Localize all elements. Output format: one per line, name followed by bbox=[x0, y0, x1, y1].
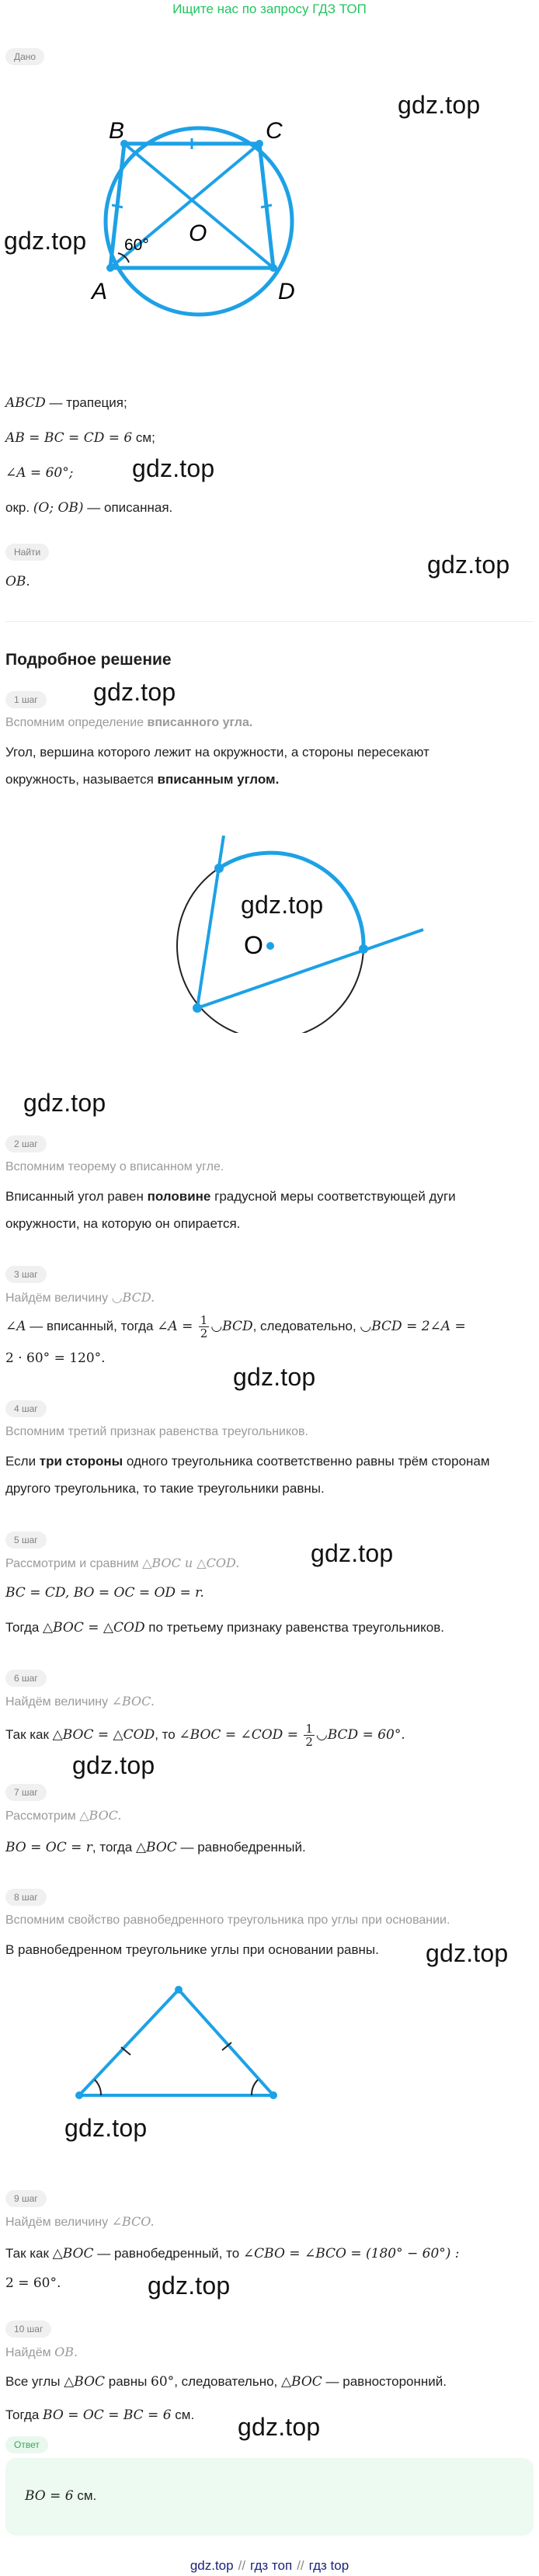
watermark: gdz.top bbox=[148, 2272, 231, 2300]
find-chip: Найти bbox=[5, 544, 49, 561]
step-2-chip: 2 шаг bbox=[5, 1135, 47, 1152]
step-8-caption: Вспомним свойство равнобедренного треугольника про углы при основании. bbox=[5, 1914, 450, 1927]
step-10-line-1: Все углы △BOC равны 60°, следовательно, △BOC — равносторонний. bbox=[5, 2374, 447, 2390]
step-4-chip: 4 шаг bbox=[5, 1400, 47, 1417]
step-9-line-2: 2 = 60°. bbox=[5, 2275, 61, 2291]
step-4-caption: Вспомним третий признак равенства треугольников. bbox=[5, 1425, 308, 1438]
step-1-line-2: окружность, называется вписанным углом. bbox=[5, 772, 280, 787]
answer-chip: Ответ bbox=[5, 2436, 48, 2453]
step-10-caption: Найдём OB. bbox=[5, 2345, 78, 2359]
watermark: gdz.top bbox=[132, 454, 215, 482]
inscribed-angle-figure bbox=[163, 823, 435, 1033]
trapezoid-figure bbox=[70, 109, 326, 349]
center-o-label: O bbox=[189, 221, 207, 246]
answer-expr: BO = 6 см. bbox=[25, 2488, 97, 2504]
angle-side-1 bbox=[197, 836, 224, 1008]
step-3-line-2: 2 · 60° = 120°. bbox=[5, 1351, 106, 1366]
step-8-chip: 8 шаг bbox=[5, 1889, 47, 1906]
step-7-caption: Рассмотрим △BOC. bbox=[5, 1808, 122, 1823]
given-line-4: окр. (O; OB) — описанная. bbox=[5, 500, 173, 516]
watermark: gdz.top bbox=[233, 1363, 316, 1391]
step-1-caption: Вспомним определение вписанного угла. bbox=[5, 716, 253, 729]
vertex-d-label: D bbox=[278, 279, 295, 304]
step-8-line-1: В равнобедренном треугольнике углы при основании равны. bbox=[5, 1942, 379, 1957]
watermark: gdz.top bbox=[4, 227, 87, 255]
given-line-2: AB = BC = CD = 6 см; bbox=[5, 430, 155, 446]
watermark: gdz.top bbox=[23, 1089, 106, 1117]
step-5-caption: Рассмотрим и сравним △BOC и △COD. bbox=[5, 1556, 240, 1570]
step-6-line-1: Так как △BOC = △COD, то ∠BOC = ∠COD = $\frac{1}{2}$ ◡BCD = 60°. bbox=[5, 1722, 405, 1749]
vertex-a-label: A bbox=[92, 279, 108, 304]
divider bbox=[5, 621, 534, 622]
step-3-line-1: ∠A — вписанный, тогда ∠A = $\frac{1}{2}$ ◡BCD, следовательно, ◡BCD = 2∠A = bbox=[5, 1313, 466, 1340]
footer-link-3[interactable]: гдз top bbox=[308, 2558, 349, 2573]
watermark: gdz.top bbox=[93, 678, 176, 706]
step-3-chip: 3 шаг bbox=[5, 1266, 47, 1283]
vertex-c-label: C bbox=[266, 118, 283, 144]
angle-a-label: 60° bbox=[124, 236, 149, 254]
footer-link-1[interactable]: gdz.top bbox=[190, 2558, 234, 2573]
angle-side-2 bbox=[197, 930, 423, 1008]
watermark: gdz.top bbox=[311, 1539, 394, 1567]
watermark: gdz.top bbox=[426, 1939, 509, 1967]
given-chip: Дано bbox=[5, 48, 44, 65]
footer: gdz.top // гдз топ // гдз top bbox=[190, 2558, 349, 2573]
search-banner: Ищите нас по запросу ГДЗ ТОП bbox=[172, 2, 367, 16]
step-5-chip: 5 шаг bbox=[5, 1531, 47, 1549]
step-3-caption: Найдём величину ◡BCD. bbox=[5, 1290, 155, 1305]
step-9-caption: Найдём величину ∠BCO. bbox=[5, 2214, 155, 2229]
solution-title: Подробное решение bbox=[5, 651, 172, 669]
find-expr: OB. bbox=[5, 574, 30, 589]
step-10-line-2: Тогда BO = OC = BC = 6 см. bbox=[5, 2407, 195, 2423]
step-1-chip: 1 шаг bbox=[5, 691, 47, 708]
step-6-chip: 6 шаг bbox=[5, 1670, 47, 1687]
vertex-b-label: B bbox=[109, 118, 125, 144]
step-10-chip: 10 шаг bbox=[5, 2320, 51, 2338]
step-5-line-2: Тогда △BOC = △COD по третьему признаку равенства треугольников. bbox=[5, 1620, 444, 1636]
watermark: gdz.top bbox=[64, 2114, 148, 2142]
triangle bbox=[79, 1990, 273, 2095]
watermark: gdz.top bbox=[238, 2413, 321, 2441]
step-1-line-1: Угол, вершина которого лежит на окружности, а стороны пересекают bbox=[5, 745, 429, 760]
watermark: gdz.top bbox=[427, 551, 510, 579]
given-line-3: ∠A = 60°; bbox=[5, 465, 74, 481]
step-4-line-1: Если три стороны одного треугольника соответственно равны трём сторонам bbox=[5, 1454, 490, 1469]
step-5-line-1: BC = CD, BO = OC = OD = r. bbox=[5, 1585, 204, 1601]
center-o-label: O bbox=[244, 931, 263, 959]
footer-link-2[interactable]: гдз топ bbox=[250, 2558, 293, 2573]
isosceles-triangle-figure bbox=[70, 1980, 287, 2112]
step-7-line-1: BO = OC = r, тогда △BOC — равнобедренный. bbox=[5, 1840, 306, 1855]
watermark: gdz.top bbox=[72, 1751, 155, 1779]
step-4-line-2: другого треугольника, то такие треугольники равны. bbox=[5, 1481, 325, 1496]
given-line-1: ABCD — трапеция; bbox=[5, 395, 127, 411]
step-9-chip: 9 шаг bbox=[5, 2190, 47, 2207]
step-6-caption: Найдём величину ∠BOC. bbox=[5, 1694, 155, 1709]
watermark: gdz.top bbox=[398, 91, 481, 119]
step-9-line-1: Так как △BOC — равнобедренный, то ∠CBO = ∠BCO = (180° − 60°) : bbox=[5, 2246, 460, 2261]
step-2-line-2: окружности, на которую он опирается. bbox=[5, 1216, 241, 1231]
watermark: gdz.top bbox=[241, 891, 324, 919]
step-7-chip: 7 шаг bbox=[5, 1784, 47, 1801]
step-2-caption: Вспомним теорему о вписанном угле. bbox=[5, 1160, 224, 1173]
step-2-line-1: Вписанный угол равен половине градусной меры соответствующей дуги bbox=[5, 1189, 456, 1204]
